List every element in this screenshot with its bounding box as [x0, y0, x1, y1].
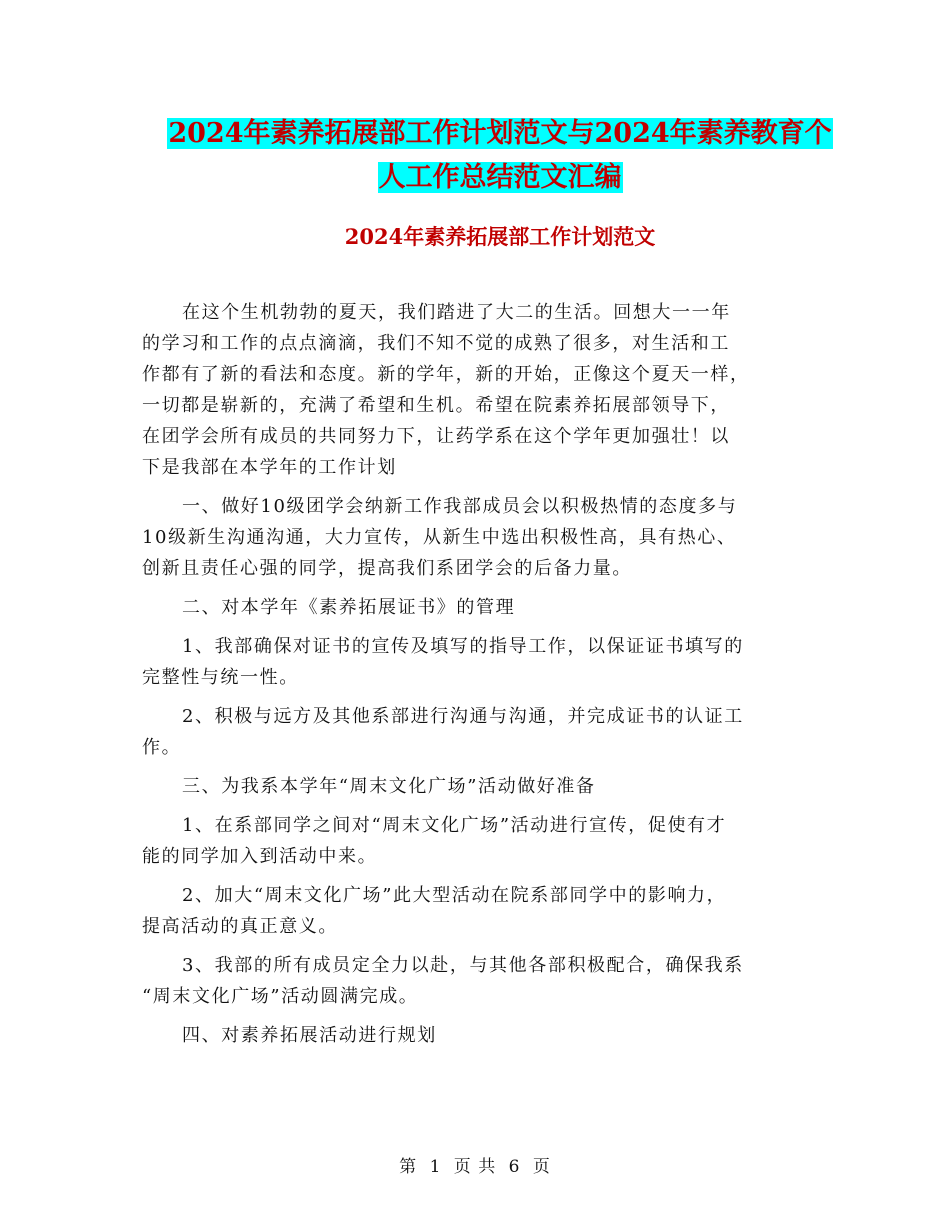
text-line: 完整性与统一性。: [142, 667, 299, 688]
text-line: 3、我部的所有成员定全力以赴，与其他各部积极配合，确保我系: [182, 955, 744, 976]
text-line: 2、积极与远方及其他系部进行沟通与沟通，并完成证书的认证工: [182, 706, 744, 727]
text-line: 的学习和工作的点点滴滴，我们不知不觉的成熟了很多，对生活和工: [142, 333, 730, 354]
text-line: 四、对素养拓展活动进行规划: [182, 1025, 437, 1046]
paragraph-item: [142, 631, 810, 693]
section-title: 2024年素养拓展部工作计划范文: [344, 224, 656, 249]
footer-suffix: 页: [532, 1157, 551, 1177]
document-title: [140, 112, 860, 200]
text-line: “周末文化广场”活动圆满完成。: [142, 986, 419, 1007]
paragraph-item: [142, 950, 810, 1012]
text-line: 提高活动的真正意义。: [142, 916, 338, 937]
page-footer: [0, 1152, 950, 1177]
text-line: 在团学会所有成员的共同努力下，让药学系在这个学年更加强壮！以: [142, 426, 730, 447]
text-line: 二、对本学年《素养拓展证书》的管理: [182, 597, 516, 618]
text-line: 一切都是崭新的，充满了希望和生机。希望在院素养拓展部领导下，: [142, 395, 730, 416]
footer-total-pages: 6: [508, 1157, 521, 1177]
text-line: 在这个生机勃勃的夏天，我们踏进了大二的生活。回想大一一年: [182, 302, 731, 323]
text-line: 2、加大“周末文化广场”此大型活动在院系部同学中的影响力，: [182, 885, 727, 906]
paragraph-item: [142, 810, 810, 872]
footer-middle: 页 共: [453, 1157, 497, 1177]
title-line-1: 2024年素养拓展部工作计划范文与2024年素养教育个: [168, 118, 832, 149]
paragraph-item: [142, 880, 810, 942]
paragraph-intro: [142, 297, 810, 483]
text-line: 作都有了新的看法和态度。新的学年，新的开始，正像这个夏天一样，: [142, 364, 750, 385]
text-line: 1、我部确保对证书的宣传及填写的指导工作，以保证证书填写的: [182, 636, 744, 657]
footer-page-number: 1: [429, 1157, 442, 1177]
paragraph-heading-4: [142, 1020, 810, 1051]
text-line: 能的同学加入到活动中来。: [142, 846, 378, 867]
paragraph-item: [142, 701, 810, 763]
paragraph-recruit: [142, 491, 810, 584]
text-line: 1、在系部同学之间对“周末文化广场”活动进行宣传，促使有才: [182, 815, 727, 836]
paragraph-heading-3: [142, 771, 810, 802]
paragraph-heading-2: [142, 592, 810, 623]
footer-prefix: 第: [399, 1157, 418, 1177]
text-line: 下是我部在本学年的工作计划: [142, 457, 397, 478]
text-line: 创新且责任心强的同学，提高我们系团学会的后备力量。: [142, 558, 632, 579]
title-line-2: 人工作总结范文汇编: [378, 162, 622, 193]
text-line: 作。: [142, 737, 182, 758]
text-line: 10级新生沟通沟通，大力宣传，从新生中选出积极性高，具有热心、: [142, 527, 737, 548]
text-line: 一、做好10级团学会纳新工作我部成员会以积极热情的态度多与: [182, 496, 738, 517]
document-body: [142, 297, 810, 1051]
text-line: 三、为我系本学年“周末文化广场”活动做好准备: [182, 776, 596, 797]
